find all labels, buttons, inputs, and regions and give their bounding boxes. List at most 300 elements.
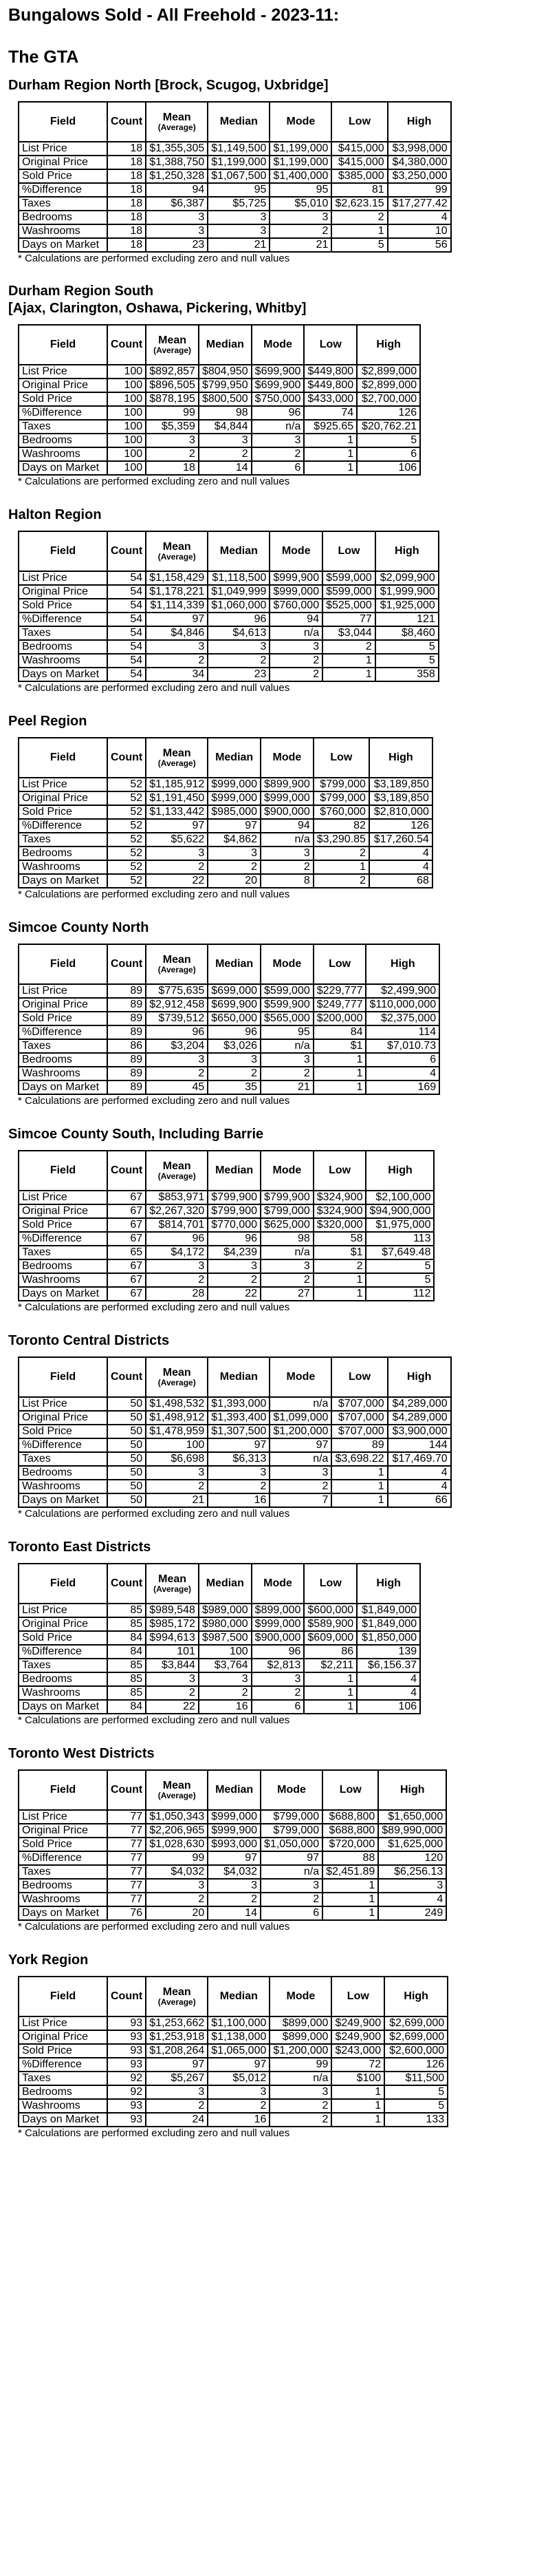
cell-field: %Difference <box>19 183 107 197</box>
table-row <box>19 847 432 860</box>
cell-high: 121 <box>375 613 439 626</box>
header-mean-label: Mean <box>162 111 191 123</box>
cell-mode: 2 <box>261 1893 322 1906</box>
cell-mean: 23 <box>146 238 208 252</box>
cell-high: 5 <box>357 434 420 447</box>
stats-table <box>18 531 439 682</box>
cell-high: 4 <box>388 1480 451 1493</box>
header-mode-label: Mode <box>286 1990 316 2002</box>
header-count <box>107 944 146 984</box>
cell-median: $1,149,500 <box>208 142 270 156</box>
cell-mode: n/a <box>252 420 305 434</box>
cell-high: $2,699,000 <box>384 2030 448 2044</box>
header-low-label: Low <box>319 1577 342 1589</box>
cell-low: $449,800 <box>304 379 357 392</box>
cell-mean: $5,267 <box>146 2072 208 2085</box>
cell-field: Sold Price <box>19 392 107 406</box>
cell-mode: 2 <box>261 860 314 874</box>
cell-low: $609,000 <box>304 1631 357 1645</box>
cell-low: 84 <box>314 1025 366 1039</box>
cell-high: 133 <box>384 2113 448 2127</box>
cell-low: 1 <box>331 1493 387 1507</box>
header-count-label: Count <box>111 545 143 557</box>
table-header-row <box>19 738 432 778</box>
header-mode <box>261 944 314 984</box>
cell-low: $707,000 <box>331 1425 387 1438</box>
cell-median: $985,000 <box>208 805 261 819</box>
cell-mode: $1,050,000 <box>261 1838 322 1851</box>
header-low-label: Low <box>339 1784 362 1796</box>
header-mode-label: Mode <box>286 116 316 127</box>
cell-mode: 3 <box>270 2085 331 2099</box>
cell-high: $3,250,000 <box>388 169 451 183</box>
header-field-label: Field <box>50 116 76 127</box>
cell-field: Sold Price <box>19 1631 107 1645</box>
cell-low: $589,900 <box>304 1617 357 1631</box>
cell-median: $999,000 <box>208 1810 261 1824</box>
cell-field: List Price <box>19 1810 107 1824</box>
header-median-label: Median <box>219 1371 258 1383</box>
cell-high: 3 <box>378 1879 446 1893</box>
table-row <box>19 998 439 1012</box>
cell-high: $1,625,000 <box>378 1838 446 1851</box>
cell-low: $799,000 <box>314 791 369 805</box>
cell-mode: n/a <box>261 1865 322 1879</box>
header-mode-label: Mode <box>277 1784 306 1796</box>
cell-count: 52 <box>107 833 146 847</box>
cell-field: Days on Market <box>19 1287 107 1301</box>
region-title: Peel Region <box>8 714 87 729</box>
cell-mean: 3 <box>146 1672 199 1686</box>
cell-count: 100 <box>107 379 146 392</box>
cell-mean: 22 <box>146 874 208 888</box>
cell-median: 14 <box>208 1906 261 1920</box>
cell-count: 100 <box>107 434 146 447</box>
table-row <box>19 1672 420 1686</box>
region-section <box>8 1332 529 1520</box>
header-median <box>208 1977 270 2016</box>
cell-count: 54 <box>107 668 146 681</box>
cell-median: $1,065,000 <box>208 2044 270 2058</box>
cell-median: $999,000 <box>208 791 261 805</box>
cell-mode: 98 <box>261 1232 314 1246</box>
cell-low: $3,698.22 <box>331 1452 387 1466</box>
cell-low: $688,800 <box>322 1810 378 1824</box>
header-count-label: Count <box>111 1577 143 1589</box>
cell-mean: $989,548 <box>146 1604 199 1617</box>
cell-low: $720,000 <box>322 1838 378 1851</box>
cell-median: 3 <box>208 1879 261 1893</box>
table-row <box>19 833 432 847</box>
cell-low: 1 <box>314 1053 366 1067</box>
cell-high: 106 <box>357 1700 420 1714</box>
cell-mode: 94 <box>270 613 322 626</box>
cell-mean: $985,172 <box>146 1617 199 1631</box>
cell-mean: 3 <box>146 1259 208 1273</box>
header-median-label: Median <box>219 545 258 557</box>
cell-mode: 2 <box>252 447 305 461</box>
cell-median: 100 <box>199 1645 252 1659</box>
cell-mean: 96 <box>146 1025 208 1039</box>
table-row <box>19 156 451 169</box>
header-median-label: Median <box>219 116 258 127</box>
cell-low: 81 <box>331 183 387 197</box>
cell-mean: $4,846 <box>146 626 208 640</box>
cell-high: $1,850,000 <box>357 1631 420 1645</box>
cell-mean: $892,857 <box>146 365 199 379</box>
cell-field: Washrooms <box>19 1893 107 1906</box>
cell-high: $6,256.13 <box>378 1865 446 1879</box>
header-median <box>208 1770 261 1810</box>
table-row <box>19 2085 448 2099</box>
cell-count: 93 <box>107 2113 146 2127</box>
table-row <box>19 1425 451 1438</box>
cell-high: $2,700,000 <box>357 392 420 406</box>
header-mode-label: Mode <box>263 339 292 350</box>
header-count-label: Count <box>111 1784 143 1796</box>
table-row <box>19 984 439 998</box>
cell-median: 2 <box>199 447 252 461</box>
header-mean <box>146 531 208 571</box>
cell-high: $7,649.48 <box>366 1246 434 1259</box>
cell-low: $243,000 <box>331 2044 384 2058</box>
cell-low: $600,000 <box>304 1604 357 1617</box>
cell-median: $993,000 <box>208 1838 261 1851</box>
cell-high: 112 <box>366 1287 434 1301</box>
cell-high: 114 <box>366 1025 439 1039</box>
header-low <box>304 325 357 365</box>
cell-low: 1 <box>304 1672 357 1686</box>
cell-count: 92 <box>107 2085 146 2099</box>
cell-mode: $760,000 <box>270 599 322 613</box>
cell-high: 249 <box>378 1906 446 1920</box>
cell-median: $699,900 <box>208 998 261 1012</box>
cell-high: 4 <box>369 847 432 860</box>
cell-low: 1 <box>331 1480 387 1493</box>
cell-mode: 2 <box>261 1273 314 1287</box>
cell-mode: $899,000 <box>252 1604 305 1617</box>
header-high <box>369 738 432 778</box>
table-row <box>19 1273 434 1287</box>
cell-low: 2 <box>331 211 387 224</box>
cell-field: Washrooms <box>19 1273 107 1287</box>
cell-mean: 100 <box>146 1438 208 1452</box>
cell-field: Original Price <box>19 2030 107 2044</box>
header-field-label: Field <box>50 545 76 557</box>
header-mode <box>270 531 322 571</box>
cell-field: %Difference <box>19 819 107 833</box>
table-row <box>19 626 439 640</box>
cell-median: $799,900 <box>208 1191 261 1204</box>
header-high <box>384 1977 448 2016</box>
cell-high: $2,699,000 <box>384 2016 448 2030</box>
table-row <box>19 599 439 613</box>
cell-mean: $853,971 <box>146 1191 208 1204</box>
table-row <box>19 365 420 379</box>
cell-high: $2,810,000 <box>369 805 432 819</box>
cell-mean: 3 <box>146 434 199 447</box>
cell-field: Bedrooms <box>19 640 107 654</box>
cell-low: 1 <box>314 860 369 874</box>
cell-mean: $1,208,264 <box>146 2044 208 2058</box>
header-mean-sublabel: (Average) <box>157 1997 196 2007</box>
cell-mode: $599,900 <box>261 998 314 1012</box>
cell-high: 10 <box>388 224 451 238</box>
cell-high: $2,899,000 <box>357 379 420 392</box>
table-row <box>19 1025 439 1039</box>
cell-field: Bedrooms <box>19 1466 107 1480</box>
table-row <box>19 1906 446 1920</box>
header-median-label: Median <box>215 1784 254 1796</box>
cell-high: 4 <box>369 860 432 874</box>
cell-median: 98 <box>199 406 252 420</box>
region-title-line: [Ajax, Clarington, Oshawa, Pickering, Whitby] <box>8 301 307 316</box>
header-mean-sublabel: (Average) <box>157 1378 196 1387</box>
header-mean <box>146 1770 208 1810</box>
cell-mean: 97 <box>146 819 208 833</box>
cell-count: 100 <box>107 420 146 434</box>
cell-mode: $899,000 <box>270 2016 331 2030</box>
cell-high: 144 <box>388 1438 451 1452</box>
header-median-label: Median <box>215 958 254 970</box>
header-low <box>331 102 387 142</box>
cell-count: 52 <box>107 805 146 819</box>
cell-median: 97 <box>208 819 261 833</box>
table-header-row <box>19 1564 420 1604</box>
cell-median: 23 <box>208 668 270 681</box>
cell-field: Days on Market <box>19 238 107 252</box>
region-title: Toronto West Districts <box>8 1746 155 1761</box>
header-count-label: Count <box>111 1371 143 1383</box>
header-mode <box>261 738 314 778</box>
cell-low: 1 <box>331 224 387 238</box>
report-title: Bungalows Sold - All Freehold - 2023-11: <box>8 6 340 25</box>
cell-count: 54 <box>107 599 146 613</box>
cell-high: 6 <box>357 447 420 461</box>
cell-count: 85 <box>107 1672 146 1686</box>
cell-count: 85 <box>107 1659 146 1672</box>
cell-low: $100 <box>331 2072 384 2085</box>
cell-low: $249,777 <box>314 998 366 1012</box>
cell-count: 100 <box>107 406 146 420</box>
cell-median: $1,100,000 <box>208 2016 270 2030</box>
cell-mode: $1,200,000 <box>270 1425 331 1438</box>
cell-mode: 2 <box>270 654 322 668</box>
cell-mean: 3 <box>146 1879 208 1893</box>
cell-low: 1 <box>322 654 375 668</box>
cell-low: 1 <box>304 1700 357 1714</box>
cell-high: 6 <box>366 1053 439 1067</box>
header-mean-sublabel: (Average) <box>157 1791 196 1800</box>
cell-high: $3,900,000 <box>388 1425 451 1438</box>
cell-field: Days on Market <box>19 874 107 888</box>
cell-count: 54 <box>107 640 146 654</box>
table-row <box>19 461 420 475</box>
cell-high: 106 <box>357 461 420 475</box>
cell-count: 89 <box>107 1081 146 1094</box>
header-mode-label: Mode <box>272 1164 302 1176</box>
cell-median: $799,950 <box>199 379 252 392</box>
header-mean <box>146 1151 208 1191</box>
cell-mean: 97 <box>146 2058 208 2072</box>
table-row <box>19 1480 451 1493</box>
cell-mean: 2 <box>146 654 208 668</box>
cell-median: 3 <box>208 640 270 654</box>
cell-median: 2 <box>208 1480 270 1493</box>
cell-count: 92 <box>107 2072 146 2085</box>
cell-low: 1 <box>331 2099 384 2113</box>
table-row <box>19 1893 446 1906</box>
cell-high: 4 <box>388 1466 451 1480</box>
cell-count: 52 <box>107 860 146 874</box>
cell-mode: 6 <box>261 1906 322 1920</box>
stats-table <box>18 324 421 476</box>
header-count <box>107 1770 146 1810</box>
header-mean-label: Mean <box>162 1780 191 1791</box>
region-title: Halton Region <box>8 507 102 522</box>
cell-field: Original Price <box>19 1824 107 1838</box>
cell-mean: $1,185,912 <box>146 778 208 791</box>
table-row <box>19 668 439 681</box>
header-field <box>19 1151 107 1191</box>
cell-field: Original Price <box>19 156 107 169</box>
header-median <box>208 1357 270 1397</box>
header-high-label: High <box>388 752 413 763</box>
table-row <box>19 640 439 654</box>
header-mean-label: Mean <box>162 1367 191 1379</box>
cell-mode: 96 <box>252 1645 305 1659</box>
cell-count: 93 <box>107 2044 146 2058</box>
region-section <box>8 1125 529 1314</box>
cell-high: 5 <box>366 1259 434 1273</box>
table-row <box>19 1246 434 1259</box>
cell-field: Washrooms <box>19 2099 107 2113</box>
cell-count: 18 <box>107 238 146 252</box>
cell-mode: n/a <box>270 1452 331 1466</box>
table-row <box>19 585 439 599</box>
cell-field: Sold Price <box>19 169 107 183</box>
cell-mean: $3,204 <box>146 1039 208 1053</box>
header-low-label: Low <box>349 116 371 127</box>
cell-median: $4,239 <box>208 1246 261 1259</box>
header-mode-label: Mode <box>281 545 311 557</box>
cell-mean: 3 <box>146 1053 208 1067</box>
cell-low: $2,451.89 <box>322 1865 378 1879</box>
header-mode-label: Mode <box>263 1577 292 1589</box>
cell-high: $3,998,000 <box>388 142 451 156</box>
cell-mean: 3 <box>146 224 208 238</box>
cell-median: 3 <box>208 1053 261 1067</box>
table-row <box>19 819 432 833</box>
cell-count: 100 <box>107 365 146 379</box>
cell-mean: $1,253,662 <box>146 2016 208 2030</box>
cell-field: List Price <box>19 1397 107 1411</box>
cell-count: 67 <box>107 1259 146 1273</box>
cell-low: 2 <box>314 1259 366 1273</box>
cell-mean: $1,191,450 <box>146 791 208 805</box>
header-count-label: Count <box>111 958 143 970</box>
cell-high: 120 <box>378 1851 446 1865</box>
cell-mode: 96 <box>252 406 305 420</box>
region-title: Toronto East Districts <box>8 1540 151 1555</box>
header-low <box>314 1151 366 1191</box>
cell-mean: $2,912,458 <box>146 998 208 1012</box>
cell-count: 67 <box>107 1218 146 1232</box>
cell-low: 1 <box>322 1879 378 1893</box>
header-field <box>19 944 107 984</box>
header-high <box>357 325 420 365</box>
cell-field: Sold Price <box>19 1218 107 1232</box>
table-row <box>19 1645 420 1659</box>
table-row <box>19 1824 446 1838</box>
cell-mode: 97 <box>261 1851 322 1865</box>
cell-low: $249,900 <box>331 2030 384 2044</box>
table-row <box>19 1012 439 1025</box>
calculation-note: * Calculations are performed excluding zero and null values <box>18 888 290 900</box>
cell-mode: $1,200,000 <box>270 2044 331 2058</box>
cell-high: $17,469.70 <box>388 1452 451 1466</box>
cell-median: 96 <box>208 1232 261 1246</box>
cell-mean: 45 <box>146 1081 208 1094</box>
cell-high: $2,375,000 <box>366 1012 439 1025</box>
cell-mean: $1,355,305 <box>146 142 208 156</box>
table-row <box>19 2030 448 2044</box>
cell-median: $4,032 <box>208 1865 261 1879</box>
cell-high: $1,925,000 <box>375 599 439 613</box>
cell-mean: 24 <box>146 2113 208 2127</box>
cell-field: Taxes <box>19 197 107 211</box>
header-low-label: Low <box>329 958 351 970</box>
cell-low: 1 <box>322 1906 378 1920</box>
cell-mean: 3 <box>146 847 208 860</box>
table-row <box>19 392 420 406</box>
table-row <box>19 183 451 197</box>
cell-field: List Price <box>19 2016 107 2030</box>
header-low-label: Low <box>338 545 360 557</box>
header-count-label: Count <box>111 116 143 127</box>
cell-median: 95 <box>208 183 270 197</box>
header-low <box>304 1564 357 1604</box>
cell-median: $650,000 <box>208 1012 261 1025</box>
header-mean-sublabel: (Average) <box>157 758 196 768</box>
cell-median: 14 <box>199 461 252 475</box>
header-mean-label: Mean <box>162 541 191 553</box>
cell-field: Bedrooms <box>19 847 107 860</box>
table-row <box>19 1631 420 1645</box>
table-row <box>19 406 420 420</box>
cell-count: 50 <box>107 1480 146 1493</box>
cell-mean: 2 <box>146 860 208 874</box>
cell-median: 21 <box>208 238 270 252</box>
cell-low: 2 <box>322 640 375 654</box>
table-row <box>19 571 439 585</box>
cell-low: 2 <box>314 847 369 860</box>
table-row <box>19 1865 446 1879</box>
cell-count: 52 <box>107 791 146 805</box>
header-field-label: Field <box>50 958 76 970</box>
cell-mode: 2 <box>270 2099 331 2113</box>
cell-high: 5 <box>366 1273 434 1287</box>
cell-mode: $999,000 <box>252 1617 305 1631</box>
cell-count: 18 <box>107 142 146 156</box>
cell-mean: $775,635 <box>146 984 208 998</box>
table-row <box>19 1493 451 1507</box>
table-row <box>19 1053 439 1067</box>
header-high <box>388 102 451 142</box>
cell-high: $17,260.54 <box>369 833 432 847</box>
cell-mean: 3 <box>146 2085 208 2099</box>
cell-field: Days on Market <box>19 1906 107 1920</box>
